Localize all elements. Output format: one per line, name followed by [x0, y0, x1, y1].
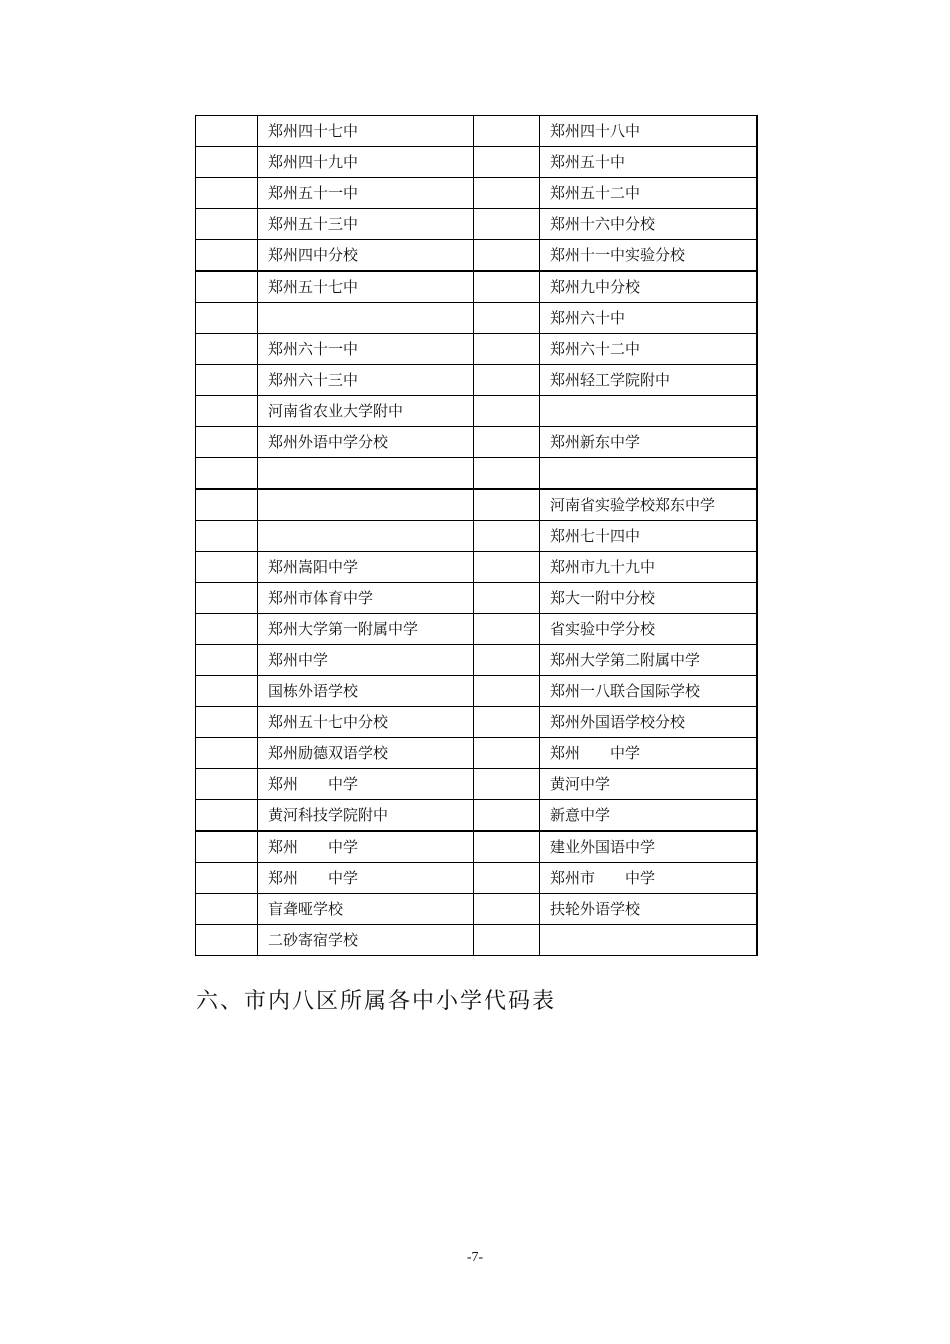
code-cell-b [474, 831, 540, 863]
school-name-cell-b: 郑州七十四中 [540, 521, 757, 552]
code-cell-a [196, 645, 258, 676]
school-name-cell-a: 郑州四十七中 [258, 116, 474, 147]
code-cell-a [196, 863, 258, 894]
code-cell-a [196, 116, 258, 147]
code-cell-b [474, 925, 540, 956]
school-name-cell-b: 扶轮外语学校 [540, 894, 757, 925]
school-name-cell-a [258, 303, 474, 334]
code-cell-a [196, 458, 258, 490]
table-row [196, 521, 757, 552]
table-row [196, 831, 757, 863]
code-cell-b [474, 271, 540, 303]
school-name-cell-b: 郑州五十二中 [540, 178, 757, 209]
school-name-cell-a: 郑州六十三中 [258, 365, 474, 396]
school-name-cell-b: 郑州十六中分校 [540, 209, 757, 240]
school-name-cell-a: 河南省农业大学附中 [258, 396, 474, 427]
school-name-cell-b: 河南省实验学校郑东中学 [540, 489, 757, 521]
table-row [196, 334, 757, 365]
school-name-cell-b: 郑州一八联合国际学校 [540, 676, 757, 707]
code-cell-a [196, 240, 258, 272]
table-row [196, 800, 757, 832]
table-row [196, 116, 757, 147]
code-cell-b [474, 676, 540, 707]
code-cell-a [196, 396, 258, 427]
school-name-cell-b [540, 925, 757, 956]
school-name-cell-a [258, 489, 474, 521]
school-name-cell-b: 郑州市九十九中 [540, 552, 757, 583]
school-name-cell-a [258, 458, 474, 490]
school-name-cell-a: 郑州大学第一附属中学 [258, 614, 474, 645]
table-row [196, 583, 757, 614]
code-cell-a [196, 178, 258, 209]
code-cell-b [474, 769, 540, 800]
table-row [196, 707, 757, 738]
code-cell-a [196, 521, 258, 552]
code-cell-a [196, 831, 258, 863]
school-name-cell-b: 省实验中学分校 [540, 614, 757, 645]
code-cell-b [474, 365, 540, 396]
code-cell-a [196, 552, 258, 583]
code-cell-b [474, 334, 540, 365]
school-table [195, 115, 758, 956]
school-name-cell-a: 郑州外语中学分校 [258, 427, 474, 458]
school-name-cell-a: 郑州四中分校 [258, 240, 474, 272]
code-cell-b [474, 458, 540, 490]
code-cell-b [474, 147, 540, 178]
code-cell-b [474, 707, 540, 738]
school-name-cell-a: 郑州市体育中学 [258, 583, 474, 614]
code-cell-a [196, 707, 258, 738]
code-cell-a [196, 925, 258, 956]
code-cell-a [196, 800, 258, 832]
table-row [196, 271, 757, 303]
code-cell-a [196, 738, 258, 769]
code-cell-b [474, 116, 540, 147]
code-cell-a [196, 614, 258, 645]
code-cell-b [474, 645, 540, 676]
school-name-cell-b: 郑州六十中 [540, 303, 757, 334]
school-name-cell-b: 郑州市 中学 [540, 863, 757, 894]
code-cell-b [474, 178, 540, 209]
table-row [196, 863, 757, 894]
table-row [196, 147, 757, 178]
school-name-cell-b: 郑州六十二中 [540, 334, 757, 365]
school-name-cell-a: 郑州中学 [258, 645, 474, 676]
school-name-cell-b: 郑州四十八中 [540, 116, 757, 147]
table-row [196, 458, 757, 490]
table-row [196, 552, 757, 583]
school-name-cell-b: 郑州外国语学校分校 [540, 707, 757, 738]
school-name-cell-b: 郑州五十中 [540, 147, 757, 178]
code-cell-b [474, 614, 540, 645]
code-cell-b [474, 552, 540, 583]
table-row [196, 894, 757, 925]
school-name-cell-b: 新意中学 [540, 800, 757, 832]
code-cell-a [196, 334, 258, 365]
school-name-cell-a: 郑州 中学 [258, 863, 474, 894]
school-name-cell-a: 郑州嵩阳中学 [258, 552, 474, 583]
code-cell-a [196, 209, 258, 240]
school-name-cell-b: 黄河中学 [540, 769, 757, 800]
code-cell-a [196, 147, 258, 178]
code-cell-a [196, 769, 258, 800]
school-name-cell-a: 郑州 中学 [258, 831, 474, 863]
code-cell-b [474, 863, 540, 894]
table-row [196, 365, 757, 396]
school-name-cell-b: 郑州十一中实验分校 [540, 240, 757, 272]
table-row [196, 303, 757, 334]
code-cell-b [474, 396, 540, 427]
school-name-cell-a [258, 521, 474, 552]
school-name-cell-a: 郑州 中学 [258, 769, 474, 800]
school-name-cell-b: 郑州新东中学 [540, 427, 757, 458]
table-row [196, 738, 757, 769]
school-name-cell-b: 建业外国语中学 [540, 831, 757, 863]
school-name-cell-a: 二砂寄宿学校 [258, 925, 474, 956]
code-cell-b [474, 800, 540, 832]
page-number: -7- [466, 1250, 484, 1265]
code-cell-a [196, 303, 258, 334]
school-name-cell-b: 郑州九中分校 [540, 271, 757, 303]
school-name-cell-a: 国栋外语学校 [258, 676, 474, 707]
table-row [196, 396, 757, 427]
school-name-cell-a: 盲聋哑学校 [258, 894, 474, 925]
code-cell-a [196, 583, 258, 614]
table-row [196, 769, 757, 800]
table-row [196, 676, 757, 707]
code-cell-a [196, 489, 258, 521]
school-name-cell-a: 郑州励德双语学校 [258, 738, 474, 769]
code-cell-a [196, 427, 258, 458]
school-name-cell-b: 郑大一附中分校 [540, 583, 757, 614]
school-table-body [196, 116, 757, 956]
code-cell-b [474, 489, 540, 521]
school-name-cell-a: 郑州五十七中分校 [258, 707, 474, 738]
table-row [196, 489, 757, 521]
code-cell-b [474, 894, 540, 925]
section-heading: 六、市内八区所属各中小学代码表 [196, 989, 557, 1014]
code-cell-b [474, 738, 540, 769]
table-row [196, 209, 757, 240]
code-cell-a [196, 271, 258, 303]
school-name-cell-b: 郑州大学第二附属中学 [540, 645, 757, 676]
code-cell-b [474, 209, 540, 240]
school-name-cell-b [540, 458, 757, 490]
school-name-cell-a: 郑州五十七中 [258, 271, 474, 303]
code-cell-a [196, 676, 258, 707]
code-cell-a [196, 365, 258, 396]
code-cell-b [474, 521, 540, 552]
code-cell-a [196, 894, 258, 925]
table-row [196, 614, 757, 645]
school-name-cell-a: 郑州五十三中 [258, 209, 474, 240]
code-cell-b [474, 583, 540, 614]
table-row [196, 427, 757, 458]
school-name-cell-a: 郑州五十一中 [258, 178, 474, 209]
table-row [196, 925, 757, 956]
code-cell-b [474, 427, 540, 458]
table-row [196, 240, 757, 272]
school-name-cell-a: 黄河科技学院附中 [258, 800, 474, 832]
school-name-cell-b: 郑州轻工学院附中 [540, 365, 757, 396]
code-cell-b [474, 303, 540, 334]
school-name-cell-b: 郑州 中学 [540, 738, 757, 769]
table-row [196, 178, 757, 209]
table-row [196, 645, 757, 676]
code-cell-b [474, 240, 540, 272]
school-name-cell-a: 郑州六十一中 [258, 334, 474, 365]
school-name-cell-b [540, 396, 757, 427]
school-name-cell-a: 郑州四十九中 [258, 147, 474, 178]
